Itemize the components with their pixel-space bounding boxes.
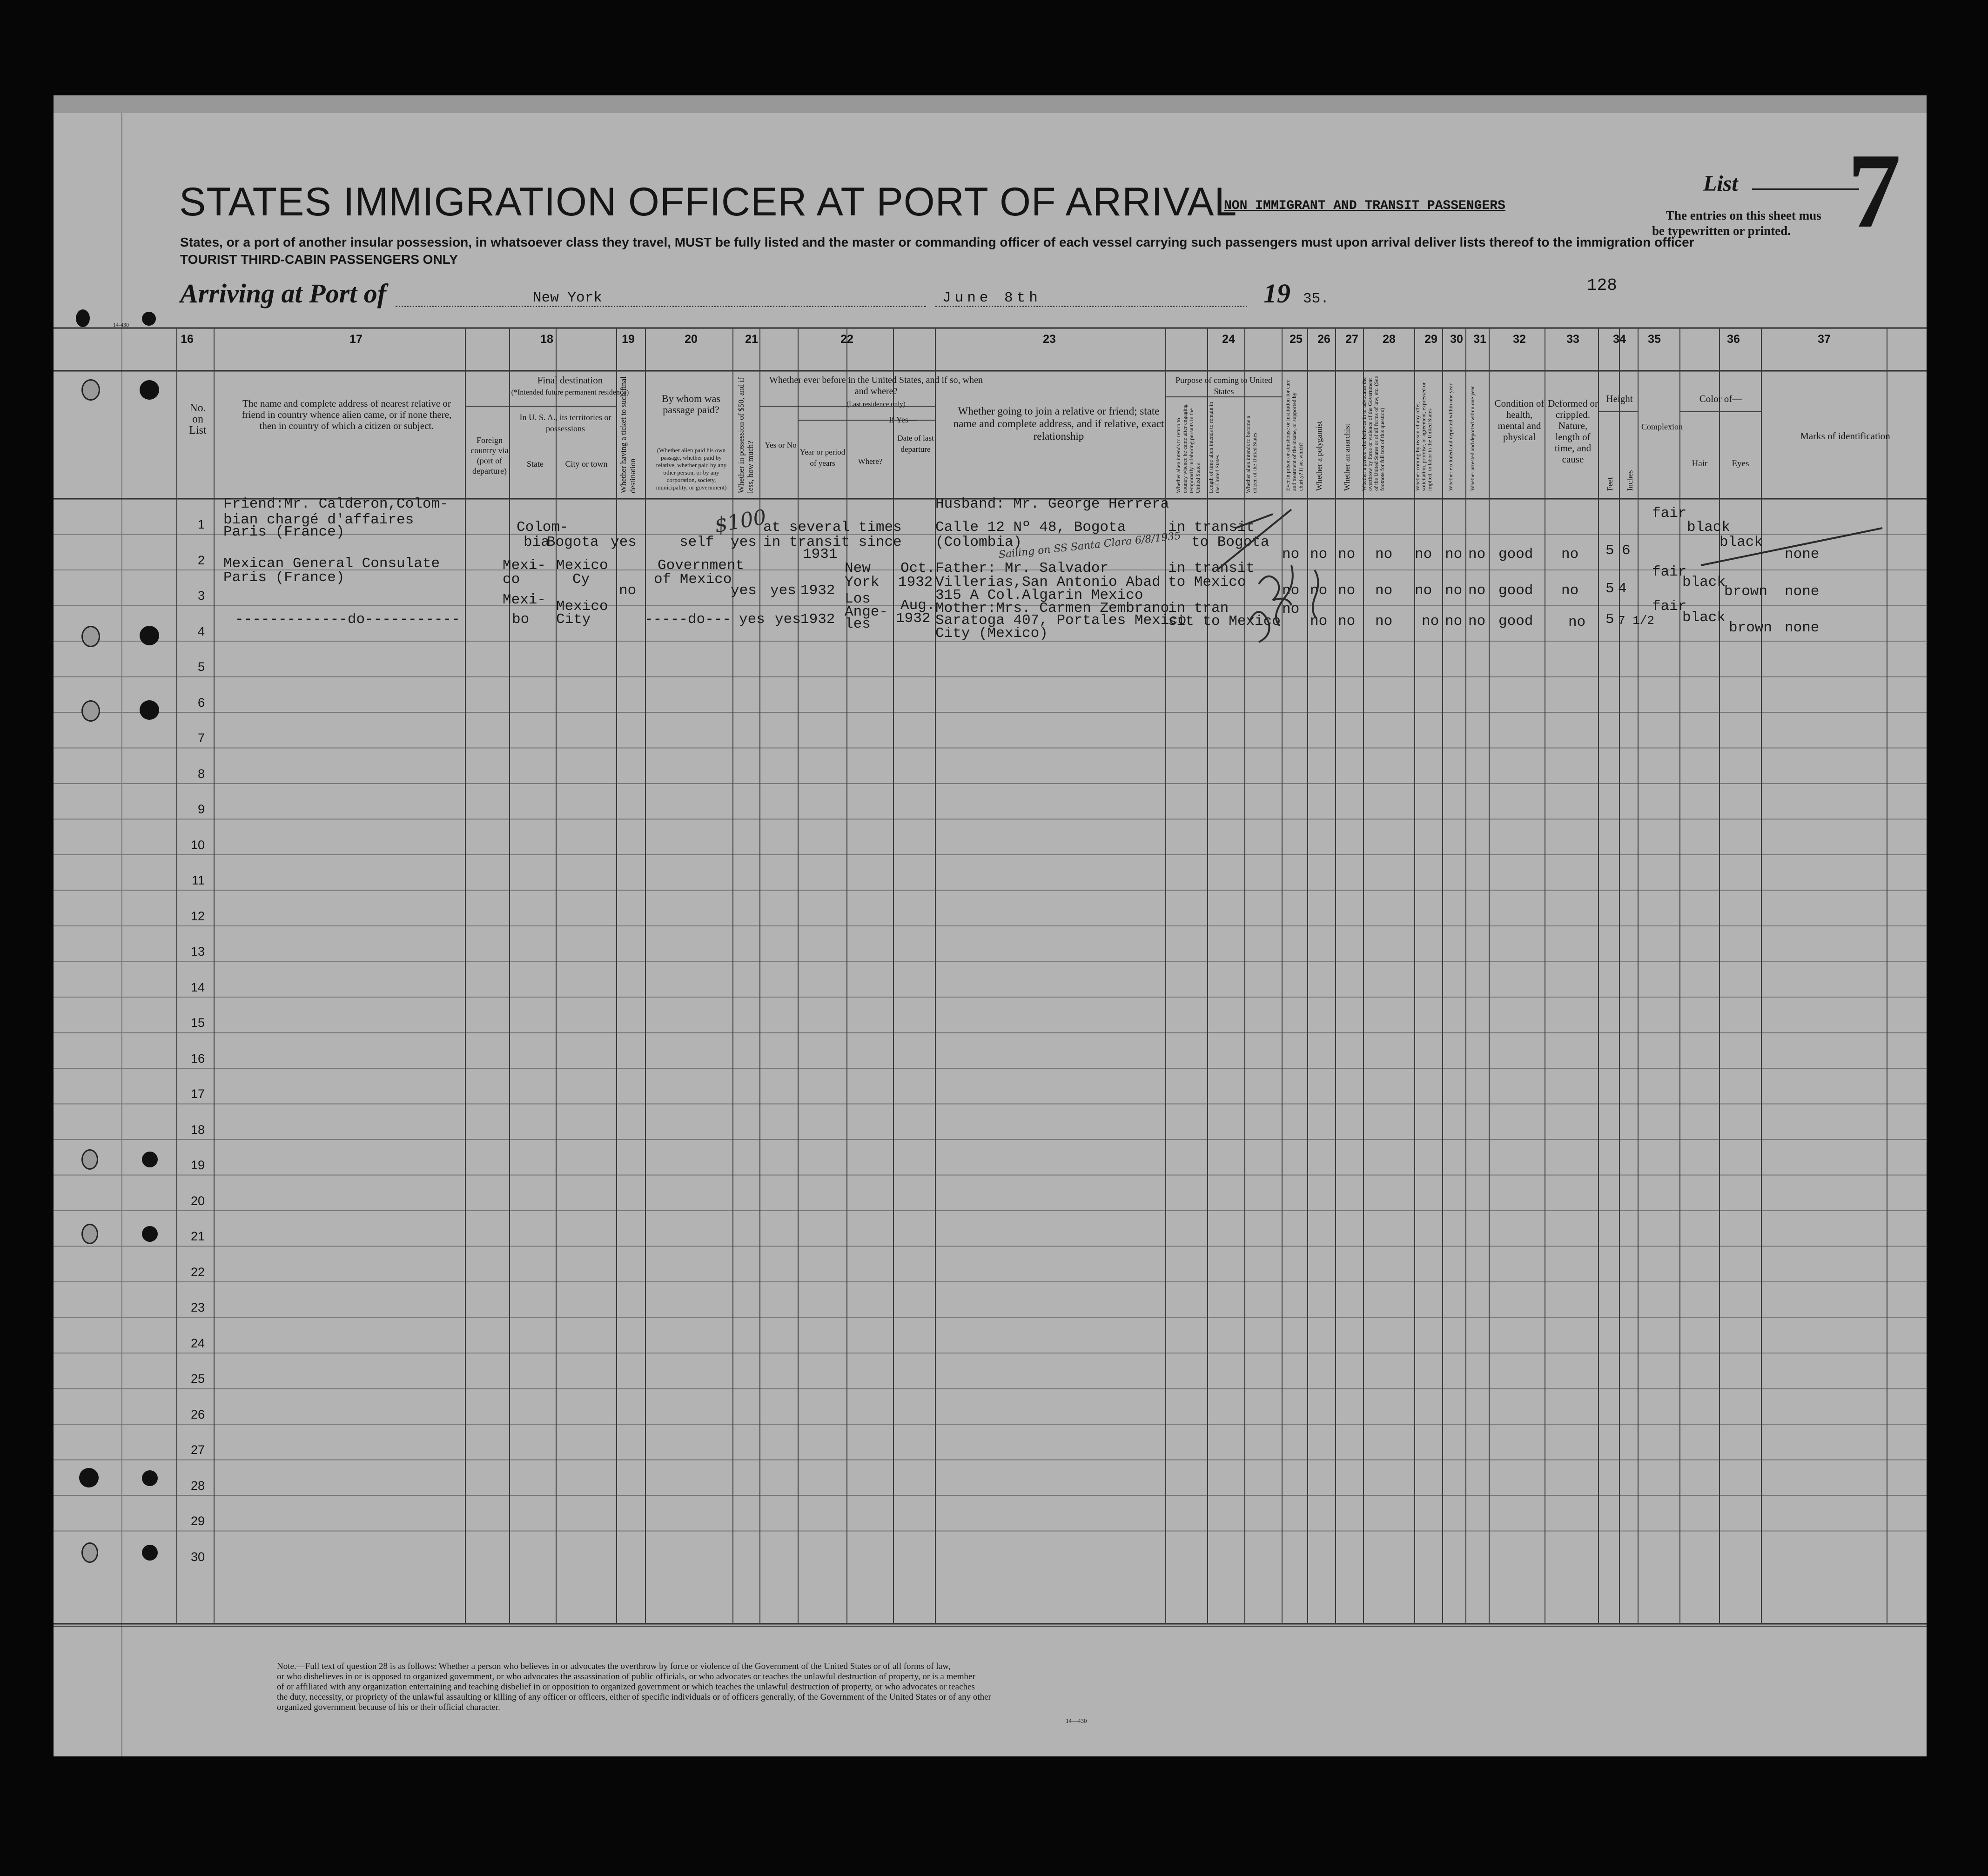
header-purpose-1: Whether alien intends to return to country whence he came after engaging temporarily in laboring pursuits in the United States [1175, 404, 1201, 493]
row2-complexion: fair [1652, 564, 1687, 580]
colnum-21: 21 [745, 333, 758, 346]
header-hair: Hair [1692, 459, 1708, 469]
handwritten-marks [1208, 500, 1440, 649]
row-number: 26 [190, 1407, 205, 1421]
row3-deformed: no [1568, 614, 1586, 630]
row2-city-1: Mexico [556, 557, 608, 574]
header-marks: Marks of identification [1800, 430, 1890, 442]
arriving-label: Arriving at Port of [180, 278, 387, 308]
colnum-33: 33 [1566, 333, 1579, 346]
row3-before: yes [775, 611, 801, 628]
row2-deformed: no [1561, 583, 1579, 599]
row3-purpose-1: in tran [1168, 600, 1229, 616]
row-number: 3 [197, 589, 205, 603]
row2-relative-1: Mexican General Consulate [223, 556, 440, 572]
header-deformed: Deformed or crippled. Nature, length of time, and cause [1548, 398, 1598, 465]
row1-ticket: yes [611, 534, 637, 550]
row2-relative-2: Paris (France) [223, 570, 345, 586]
row2-paid-1: Government [658, 557, 745, 574]
row3-complexion: fair [1652, 598, 1687, 615]
row3-foreign-1: Mexi- [503, 592, 546, 608]
row-number: 23 [190, 1300, 205, 1314]
row3-hair: black [1682, 610, 1726, 626]
stamp-non-immigrant: NON IMMIGRANT AND TRANSIT PASSENGERS [1224, 199, 1505, 213]
colnum-36: 36 [1727, 333, 1740, 346]
row-number: 7 [197, 731, 205, 745]
row3-join-1: Mother:Mrs. Carmen Zembrano [935, 600, 1169, 616]
row3-condition: good [1498, 613, 1533, 630]
row2-eyes: brown [1724, 583, 1768, 600]
row1-c30: no [1445, 546, 1463, 563]
manifest-sheet [54, 95, 1927, 1756]
row1-before-year: 1931 [803, 546, 838, 563]
row-number: 5 [197, 660, 205, 674]
row3-join-3: City (Mexico) [935, 625, 1048, 642]
row-number: 11 [191, 873, 205, 887]
row-number: 24 [190, 1336, 205, 1350]
handwritten-ship-note: Sailing on SS Santa Clara 6/8/1935 [998, 530, 1182, 561]
header-foreign-country: Foreign country via (port of departure) [470, 436, 509, 476]
row3-foreign-2: bo [512, 611, 530, 628]
row2-join-1: Father: Mr. Salvador [935, 560, 1109, 576]
header-nearest-relative: The name and complete address of nearest relative or friend in country whence alien came, or if none there, then in country of which a citizen or subject. [242, 398, 452, 431]
header-ever-before: Whether ever before in the United States, and if so, when and where? [769, 375, 983, 396]
row1-join-2: Calle 12 Nº 48, Bogota [935, 519, 1126, 536]
colnum-35: 35 [1648, 333, 1661, 346]
row1-purpose-1: in transit [1168, 519, 1255, 536]
row2-c28: no [1375, 583, 1393, 599]
row-number: 25 [190, 1372, 205, 1386]
date-value: June 8th [942, 290, 1041, 306]
row-number: 30 [190, 1549, 205, 1564]
colnum-18: 18 [540, 333, 553, 346]
colnum-20: 20 [685, 333, 698, 346]
header-ticket: Whether having a ticket to such final destination [619, 376, 637, 493]
row2-paid-2: of Mexico [654, 571, 732, 588]
header-state: State [527, 459, 544, 469]
header-yes-no: Yes or No [765, 441, 797, 449]
row2-before: yes [770, 583, 796, 599]
form-code-top: 14-430 [113, 322, 129, 328]
footnote-line-2: or who disbelieves in or is opposed to organized government, or who advocates the assassination of public officials, or who advocates or teaches the unlawful destruction of property, or is a member [277, 1672, 975, 1682]
row2-condition: good [1498, 583, 1533, 599]
colnum-27: 27 [1345, 333, 1358, 346]
row1-hair: black [1687, 519, 1731, 536]
footnote [277, 1662, 1440, 1713]
row1-relative-3: Paris (France) [223, 524, 345, 540]
colnum-22: 22 [840, 333, 853, 346]
row-number: 29 [190, 1514, 205, 1528]
header-c25: Ever in prison or almshouse or institution for care and treatment of the insane, or supported by charity? If so, which? [1284, 379, 1304, 491]
row3-inches: 7 1/2 [1618, 614, 1655, 628]
form-title: STATES IMMIGRATION OFFICER AT PORT OF ARRIVAL [179, 180, 1237, 224]
colnum-17: 17 [349, 333, 363, 346]
row2-c26: no [1310, 583, 1328, 599]
row2-purpose-1: in transit [1168, 560, 1255, 576]
binder-hole-open [81, 1149, 98, 1170]
row1-before-1: at several times [763, 519, 902, 536]
binder-hole [142, 1545, 158, 1561]
header-passage-paid: By whom was passage paid? [662, 393, 720, 415]
header-possession-50: Whether in possession of $50, and if less, how much? [737, 377, 755, 493]
handwritten-amount: $100 [712, 505, 768, 538]
header-purpose: Purpose of coming to United States [1175, 375, 1272, 396]
header-c30: Whether excluded and deported within one year [1447, 383, 1454, 491]
colnum-28: 28 [1383, 333, 1396, 346]
binder-hole-open [81, 626, 100, 647]
row-number: 10 [190, 838, 205, 852]
binder-hole-open [81, 700, 100, 722]
row-number: 16 [190, 1051, 205, 1065]
colnum-32: 32 [1513, 333, 1526, 346]
colnum-34: 34 [1613, 333, 1626, 346]
row2-c29: no [1415, 583, 1432, 599]
row-number: 13 [190, 945, 205, 958]
header-join-relative: Whether going to join a relative or friend; state name and complete address, and if relative, exact relationship [953, 405, 1164, 442]
row3-city-1: Mexico [556, 598, 608, 615]
header-condition: Condition of health, mental and physical [1494, 398, 1545, 442]
header-passage-note: (Whether alien paid his own passage, whether paid by relative, whether paid by any other person, or by any corporation, society, municipality, or government) [656, 447, 727, 491]
binder-hole [79, 1468, 99, 1487]
row-number: 6 [197, 695, 205, 710]
binder-hole [142, 312, 156, 326]
row3-has50: yes [739, 611, 765, 628]
binder-hole-open [81, 1542, 98, 1563]
row2-c31: no [1468, 583, 1486, 599]
row1-relative-1: Friend:Mr. Calderon,Colom- [223, 496, 449, 512]
binder-hole [76, 309, 90, 327]
row2-join-2: Villerias,San Antonio Abad [935, 574, 1161, 590]
row2-join-3: 315 A Col.Algarin Mexico [935, 587, 1143, 603]
handwritten-marks-check [1696, 523, 1892, 579]
footnote-line-4: the duty, necessity, or propriety of the unlawful assaulting or killing of any officer or officers, either of specific individuals or of officers generally, of the Government of the United States or of any other [277, 1692, 991, 1702]
footnote-line-3: of or affiliated with any organization entertaining and teaching disbelief in or opposition to organized government or which teaches the unlawful destruction of property, or who advocates or teaches [277, 1682, 975, 1692]
row3-city-2: City [556, 611, 591, 628]
row1-city: Bogota [547, 534, 599, 550]
colnum-16: 16 [181, 333, 194, 346]
row3-where-1: Los [845, 591, 871, 607]
entries-note-2: be typewritten or printed. [1652, 224, 1791, 238]
header-where: Where? [858, 457, 883, 466]
row3-marks: none [1785, 620, 1820, 636]
row1-inches: 6 [1622, 543, 1631, 559]
header-c28: Whether a person who believes in or advocates the overthrow by force or violence of the Government of the United States or of all forms of law, etc. (See footnote for full text of this question) [1361, 376, 1385, 491]
row-number: 19 [190, 1158, 205, 1172]
row3-c28: no [1375, 613, 1393, 630]
row1-condition: good [1498, 546, 1533, 563]
header-city: City or town [565, 459, 608, 469]
header-feet: Feet [1605, 477, 1614, 491]
row3-c26: no [1310, 613, 1328, 630]
row3-c29: no [1422, 613, 1439, 630]
row1-join-1: Husband: Mr. George Herrera [935, 496, 1169, 512]
row-number: 2 [197, 553, 205, 567]
row3-where-3: les [845, 616, 871, 632]
row2-date-1: Oct. [900, 560, 935, 576]
row-number: 17 [190, 1087, 205, 1101]
row-number: 1 [197, 517, 205, 531]
entries-note-1: The entries on this sheet mus [1666, 208, 1821, 222]
row3-join-2: Saratoga 407, Portales Mexico [935, 612, 1187, 629]
header-height: Height [1606, 393, 1633, 404]
row2-marks: none [1785, 583, 1820, 600]
header-eyes: Eyes [1732, 459, 1749, 469]
row1-complexion: fair [1652, 505, 1687, 522]
row3-c30: no [1445, 613, 1463, 630]
row2-city-2: Cy [572, 571, 590, 588]
row2-foreign-2: co [503, 571, 520, 588]
row-number: 14 [190, 980, 205, 994]
header-c31: Whether arrested and deported within one year [1469, 386, 1476, 491]
sheet-number: 128 [1587, 276, 1617, 295]
binder-hole [142, 1226, 158, 1242]
row-number: 15 [190, 1016, 205, 1030]
row1-before-2: in transit since [763, 534, 902, 550]
row3-c27: no [1338, 613, 1356, 630]
row1-deformed: no [1561, 546, 1579, 563]
row3-purpose-2: sit to Mexico [1168, 613, 1281, 630]
row3-where-2: Ange- [845, 604, 888, 620]
colnum-31: 31 [1473, 333, 1486, 346]
row-number: 28 [190, 1478, 205, 1493]
row3-date-1: Aug. [900, 597, 935, 614]
row-number: 22 [190, 1265, 205, 1279]
row1-feet: 5 [1605, 543, 1614, 559]
tourist-text: TOURIST THIRD-CABIN PASSENGERS ONLY [180, 252, 458, 267]
row-number: 20 [190, 1193, 205, 1208]
colnum-30: 30 [1450, 333, 1463, 346]
binder-hole-open [81, 1224, 98, 1244]
binder-hole [140, 380, 159, 400]
row1-c28: no [1375, 546, 1393, 563]
colnum-25: 25 [1290, 333, 1303, 346]
footnote-code: 14—430 [1066, 1717, 1087, 1724]
header-c27: Whether an anarchist [1343, 423, 1351, 491]
binder-hole [140, 700, 159, 720]
header-c26: Whether a polygamist [1315, 421, 1323, 491]
row2-hair: black [1682, 574, 1726, 590]
row-number: 12 [190, 909, 205, 923]
row3-date-2: 1932 [896, 610, 931, 627]
row1-c26: no [1310, 546, 1328, 563]
row2-ticket: no [619, 583, 637, 599]
row2-year: 1932 [800, 583, 835, 599]
row1-c29: no [1415, 546, 1432, 563]
header-color-of: Color of— [1699, 393, 1742, 404]
row1-foreign-1: Colom- [517, 519, 569, 536]
binder-hole [142, 1152, 158, 1167]
header-c29: Whether coming by reason of any offer, solicitation, promise, or agreement, expressed or implied, to labor in the United States [1414, 382, 1433, 491]
row3-paid: -----do--- [645, 611, 732, 628]
header-final-destination: Final destination [537, 375, 603, 386]
row2-purpose-2: to Mexico [1168, 574, 1246, 590]
row2-c27: no [1338, 583, 1356, 599]
row-number: 21 [190, 1229, 205, 1243]
footnote-line-1: Note.—Full text of question 28 is as follows: Whether a person who believes in or advocates the overthrow by force or violence of the Government of the United States or of all forms of law, [277, 1662, 951, 1671]
colnum-29: 29 [1424, 333, 1437, 346]
header-inches: Inches [1625, 470, 1634, 491]
row1-c31: no [1468, 546, 1486, 563]
row-number: 4 [197, 624, 205, 638]
row-number: 8 [197, 766, 205, 781]
header-purpose-3: Whether alien intends to become a citizen of the United States [1245, 415, 1258, 493]
row3-c31: no [1468, 613, 1486, 630]
list-number: 7 [1847, 131, 1901, 250]
row2-feet: 5 [1605, 581, 1614, 597]
port-value: New York [533, 290, 602, 306]
colnum-26: 26 [1317, 333, 1330, 346]
binder-hole [142, 1470, 158, 1486]
colnum-37: 37 [1818, 333, 1831, 346]
row1-eyes: black [1719, 534, 1763, 550]
row1-join-3: (Colombia) [935, 534, 1022, 550]
footnote-line-5: organized government because of his or their official character. [277, 1702, 500, 1712]
row3-eyes: brown [1729, 620, 1773, 636]
header-in-usa: In U. S. A., its territories or possessions [519, 413, 611, 433]
row3-feet: 5 [1605, 611, 1614, 628]
row2-foreign-1: Mexi- [503, 557, 546, 574]
row1-relative-2: bian chargé d'affaires [223, 512, 414, 528]
instruction-text: States, or a port of another insular possession, in whatsoever class they travel, MUST be fully listed and the master or commanding officer of each vessel carrying such passengers must upon arrival deliver lists thereof to the immigration officer [180, 235, 1694, 249]
row-number: 27 [190, 1443, 205, 1457]
row1-c25: no [1282, 546, 1300, 563]
row2-inches: 4 [1618, 581, 1627, 597]
header-last-residence: (Last residence only) [846, 401, 906, 408]
binder-hole-open [81, 379, 100, 401]
row1-foreign-2: bia [524, 534, 550, 550]
binder-hole [140, 626, 159, 645]
colnum-23: 23 [1043, 333, 1056, 346]
row2-date-2: 1932 [898, 574, 933, 590]
colnum-19: 19 [622, 333, 635, 346]
row3-relative-1: -------------do----------- [235, 611, 460, 628]
header-purpose-2: Length of time alien intends to remain in the United States [1208, 402, 1221, 493]
row-number: 18 [190, 1122, 205, 1137]
header-final-destination-note: (*Intended future permanent residence) [511, 389, 629, 396]
row2-where-2: York [845, 574, 880, 590]
header-if-yes: If Yes— [888, 415, 917, 424]
row1-purpose-2: to Bogota [1191, 534, 1269, 550]
row1-has50: yes [731, 534, 757, 550]
row1-marks: none [1785, 546, 1820, 563]
header-complexion: Complexion [1641, 422, 1683, 431]
row3-c25: no [1282, 601, 1300, 617]
row2-where-1: New [845, 560, 871, 576]
header-date-departure: Date of last departure [897, 434, 934, 454]
row2-c30: no [1445, 583, 1463, 599]
list-label: List [1703, 171, 1738, 196]
colnum-24: 24 [1222, 333, 1235, 346]
row1-c27: no [1338, 546, 1356, 563]
year-suffix: 35. [1303, 291, 1329, 307]
row2-c25: no [1282, 583, 1300, 599]
row3-year: 1932 [800, 611, 835, 628]
row1-paid: self [679, 534, 714, 550]
row2-has50: yes [731, 583, 757, 599]
header-year-period: Year or period of years [799, 448, 846, 468]
header-no-on-list: No. on List [189, 402, 207, 436]
year-prefix: 19 [1263, 278, 1290, 308]
row-number: 9 [197, 802, 205, 816]
